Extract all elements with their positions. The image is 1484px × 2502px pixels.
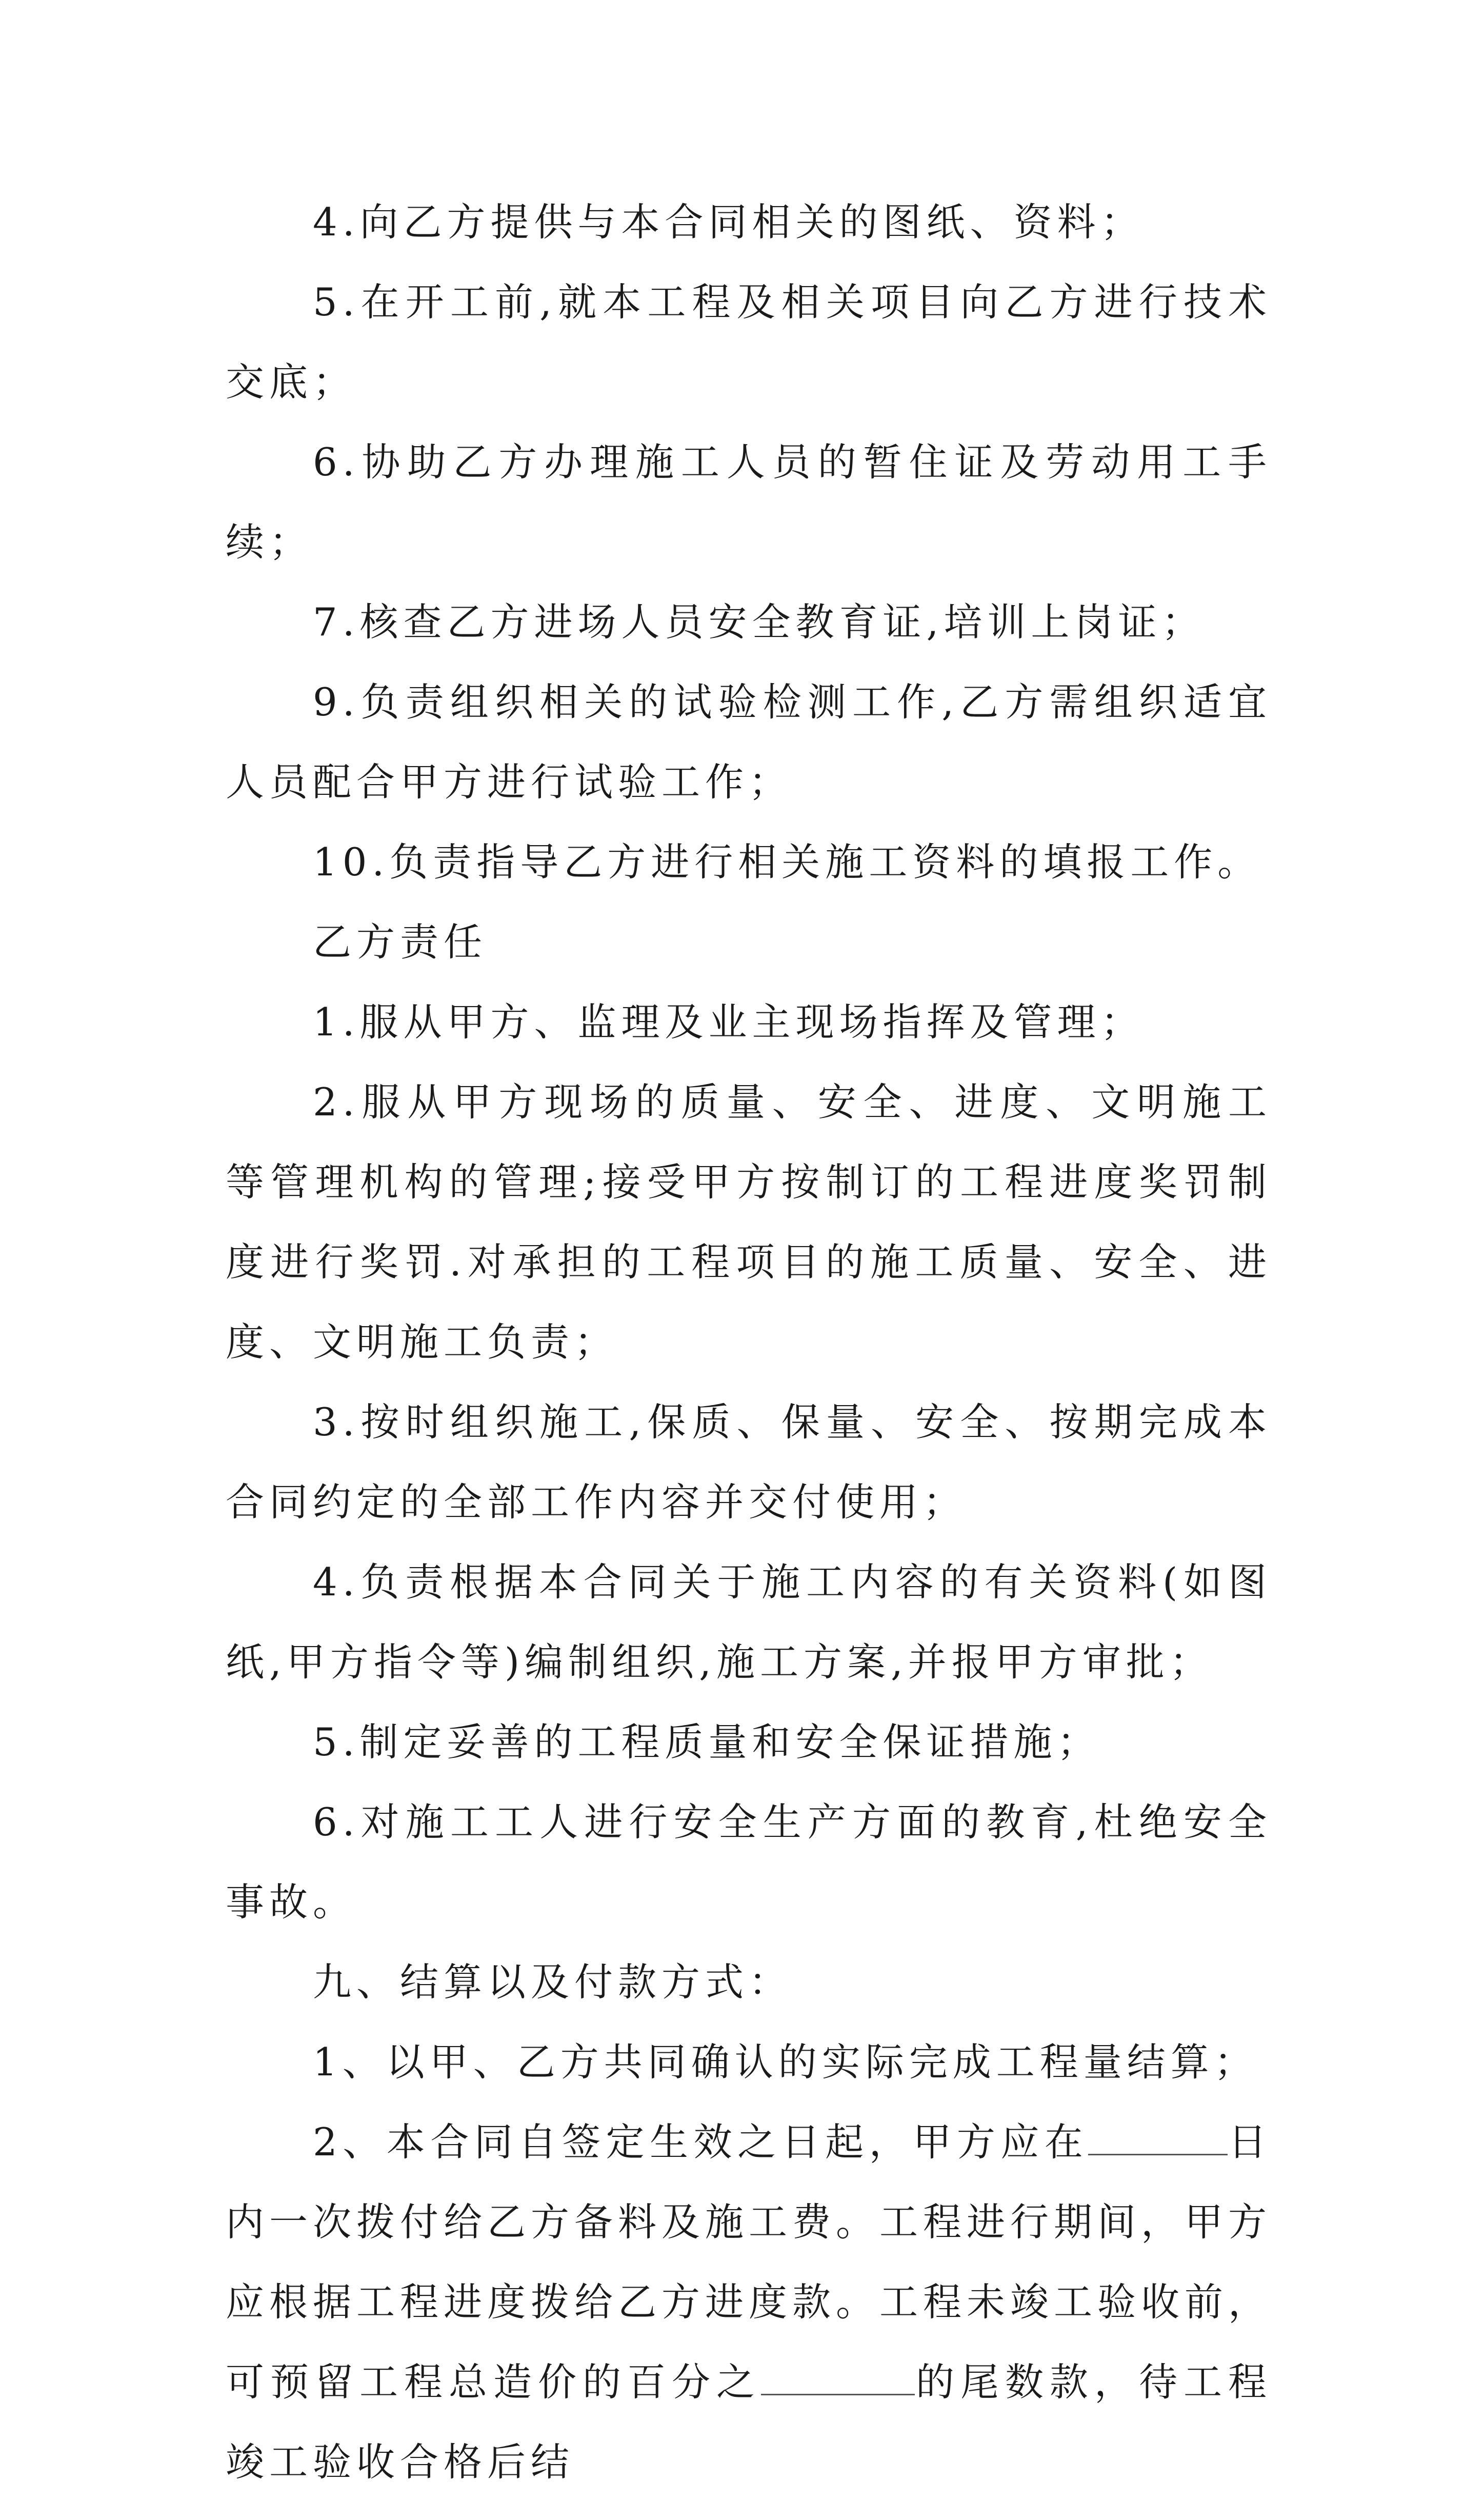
clause-b6: 6.对施工工人进行安全生产方面的教育,杜绝安全事故。 xyxy=(226,1799,1272,1925)
clause-b1: 1.服从甲方、监理及业主现场指挥及管理； xyxy=(313,999,1145,1045)
clause-b3: 3.按时组织施工,保质、保量、安全、按期完成本合同约定的全部工作内容并交付使用； xyxy=(226,1399,1272,1525)
clause-a10: 10.负责指导乙方进行相关施工资料的填报工作。 xyxy=(313,839,1261,885)
clause-a9: 9.负责组织相关的试验检测工作,乙方需组织适宜人员配合甲方进行试验工作； xyxy=(226,679,1272,805)
payment-text-1: 2、本合同自签定生效之日起，甲方应在 xyxy=(313,2119,1089,2165)
section-heading-party-b: 乙方责任 xyxy=(313,919,488,965)
payment-clause-2 xyxy=(226,2102,1272,2502)
payment-text-3: 的尾数款，待工程竣工验收合格后结 xyxy=(226,2359,1272,2485)
clause-a5: 5.在开工前,就本工程及相关项目向乙方进行技术交底； xyxy=(226,279,1272,405)
days-blank-field[interactable] xyxy=(1088,2118,1228,2155)
percent-blank-field[interactable] xyxy=(761,2358,915,2395)
clause-b4: 4.负责根据本合同关于施工内容的有关资料(如图纸,甲方指令等)编制组织,施工方案,并报甲方审批； xyxy=(226,1559,1272,1685)
payment-text-2: 日内一次拨付给乙方备料及施工费。工程进行期间，甲方应根据工程进度拨给乙方进度款。工程未竣工验收前，可预留工程总造价的百分之 xyxy=(226,2119,1272,2405)
clause-a4: 4.向乙方提供与本合同相关的图纸、资料； xyxy=(313,199,1145,245)
payment-clause-1: 1、以甲、乙方共同确认的实际完成工程量结算； xyxy=(313,2039,1258,2085)
clause-b5: 5.制定妥善的工程质量和安全保证措施； xyxy=(313,1719,1101,1765)
document-body xyxy=(226,182,1272,2502)
clause-a6: 6.协助乙方办理施工人员的暂住证及劳动用工手续； xyxy=(226,439,1272,565)
clause-b2: 2.服从甲方现场的质量、安全、进度、文明施工等管理机构的管理;接受甲方按制订的工程进度奖罚制度进行奖罚.对承担的工程项目的施工质量、安全、进度、文明施工负责； xyxy=(226,1079,1272,1365)
section-heading-settlement: 九、结算以及付款方式： xyxy=(313,1959,793,2005)
clause-a7: 7.核查乙方进场人员安全教育证,培训上岗证； xyxy=(313,599,1206,645)
